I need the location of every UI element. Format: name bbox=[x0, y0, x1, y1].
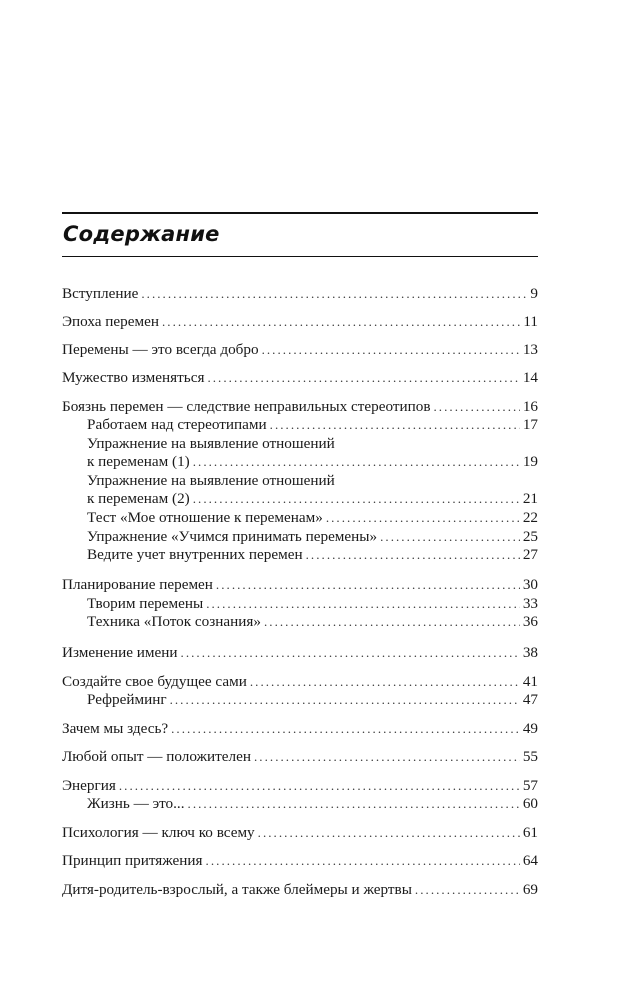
leader-dots bbox=[434, 398, 520, 416]
toc-entry[interactable] bbox=[62, 777, 538, 795]
leader-dots bbox=[171, 720, 520, 738]
toc-entry-title: к переменам (1) bbox=[87, 453, 190, 470]
leader-dots bbox=[193, 453, 520, 471]
toc-entry-page: 9 bbox=[530, 285, 538, 302]
toc-subentry[interactable] bbox=[87, 490, 538, 508]
leader-dots bbox=[262, 341, 520, 359]
table-of-contents bbox=[62, 0, 538, 1000]
leader-dots bbox=[250, 673, 520, 691]
leader-dots bbox=[181, 644, 520, 662]
toc-entry-page: 38 bbox=[522, 644, 538, 661]
toc-entry-title: Рефрейминг bbox=[87, 691, 167, 708]
toc-entry-page: 55 bbox=[522, 748, 538, 765]
toc-entry[interactable] bbox=[62, 824, 538, 842]
toc-entry-title: Боязнь перемен — следствие неправильных стереотипов bbox=[62, 398, 431, 415]
toc-entry[interactable] bbox=[62, 341, 538, 359]
toc-entry[interactable] bbox=[62, 285, 538, 303]
toc-subentry[interactable] bbox=[87, 595, 538, 613]
toc-entry-page: 61 bbox=[522, 824, 538, 841]
toc-entry-title: Дитя-родитель-взрослый, а также блеймеры и жертвы bbox=[62, 881, 412, 898]
leader-dots bbox=[119, 777, 520, 795]
toc-entry[interactable] bbox=[62, 369, 538, 387]
toc-entry-title: Зачем мы здесь? bbox=[62, 720, 169, 737]
toc-entry-title: Творим перемены bbox=[87, 595, 204, 612]
toc-entry-title: Создайте свое будущее сами bbox=[62, 673, 247, 690]
toc-entry-page: 16 bbox=[522, 398, 538, 415]
toc-entry-title: Любой опыт — положителен bbox=[62, 748, 251, 765]
toc-entry-title: Ведите учет внутренних перемен bbox=[87, 546, 303, 563]
toc-entry-page: 19 bbox=[522, 453, 538, 470]
toc-entry-page: 49 bbox=[522, 720, 538, 737]
toc-subentry[interactable] bbox=[87, 795, 538, 813]
toc-subentry-line1[interactable]: Упражнение на выявление отношений bbox=[87, 435, 335, 452]
toc-entry-title: Техника «Поток сознания» bbox=[87, 613, 261, 630]
leader-dots bbox=[206, 595, 520, 613]
toc-entry[interactable] bbox=[62, 644, 538, 662]
leader-dots bbox=[306, 546, 520, 564]
toc-entry-page: 33 bbox=[522, 595, 538, 612]
toc-entry-page: 57 bbox=[522, 777, 538, 794]
leader-dots bbox=[264, 613, 520, 631]
toc-subentry[interactable] bbox=[87, 509, 538, 527]
leader-dots bbox=[188, 795, 520, 813]
toc-entry-page: 36 bbox=[522, 613, 538, 630]
toc-entry-page: 64 bbox=[522, 852, 538, 869]
toc-entry-page: 47 bbox=[522, 691, 538, 708]
leader-dots bbox=[170, 691, 520, 709]
toc-subentry[interactable] bbox=[87, 691, 538, 709]
leader-dots bbox=[207, 369, 519, 387]
toc-entry-page: 69 bbox=[522, 881, 538, 898]
toc-entry[interactable] bbox=[62, 313, 538, 331]
toc-subentry[interactable] bbox=[87, 546, 538, 564]
toc-entry-page: 25 bbox=[522, 528, 538, 545]
leader-dots bbox=[162, 313, 520, 331]
toc-entry[interactable] bbox=[62, 881, 538, 899]
toc-entry-page: 60 bbox=[522, 795, 538, 812]
leader-dots bbox=[216, 576, 520, 594]
toc-entry-title: Упражнение «Учимся принимать перемены» bbox=[87, 528, 378, 545]
toc-entry[interactable] bbox=[62, 852, 538, 870]
toc-entry-page: 17 bbox=[522, 416, 538, 433]
toc-entry-title: Жизнь — это... bbox=[87, 795, 185, 812]
toc-entry[interactable] bbox=[62, 748, 538, 766]
toc-entry-title: Принцип притяжения bbox=[62, 852, 203, 869]
page-title: Содержание bbox=[63, 222, 220, 246]
toc-entry-title: Эпоха перемен bbox=[62, 313, 159, 330]
toc-entry-page: 21 bbox=[522, 490, 538, 507]
toc-entry-page: 14 bbox=[522, 369, 538, 386]
toc-subentry[interactable] bbox=[87, 613, 538, 631]
toc-entry-page: 27 bbox=[522, 546, 538, 563]
leader-dots bbox=[141, 285, 527, 303]
leader-dots bbox=[206, 852, 520, 870]
toc-subentry-line1[interactable]: Упражнение на выявление отношений bbox=[87, 472, 335, 489]
toc-subentry[interactable] bbox=[87, 528, 538, 546]
leader-dots bbox=[193, 490, 520, 508]
toc-entry[interactable] bbox=[62, 720, 538, 738]
toc-entry-title: к переменам (2) bbox=[87, 490, 190, 507]
toc-entry-title: Тест «Мое отношение к переменам» bbox=[87, 509, 323, 526]
toc-entry-page: 13 bbox=[522, 341, 538, 358]
toc-entry-page: 30 bbox=[522, 576, 538, 593]
toc-entry[interactable] bbox=[62, 673, 538, 691]
leader-dots bbox=[254, 748, 520, 766]
leader-dots bbox=[415, 881, 520, 899]
toc-subentry[interactable] bbox=[87, 416, 538, 434]
toc-entry-title: Изменение имени bbox=[62, 644, 178, 661]
leader-dots bbox=[270, 416, 520, 434]
toc-entry-title: Планирование перемен bbox=[62, 576, 213, 593]
toc-entry-page: 22 bbox=[522, 509, 538, 526]
toc-entry[interactable] bbox=[62, 576, 538, 594]
toc-entry-page: 11 bbox=[523, 313, 538, 330]
leader-dots bbox=[380, 528, 520, 546]
toc-entry-title: Энергия bbox=[62, 777, 116, 794]
toc-entry-title: Перемены — это всегда добро bbox=[62, 341, 259, 358]
toc-entry-page: 41 bbox=[522, 673, 538, 690]
leader-dots bbox=[326, 509, 520, 527]
leader-dots bbox=[258, 824, 520, 842]
toc-entry-title: Вступление bbox=[62, 285, 139, 302]
toc-entry-title: Мужество изменяться bbox=[62, 369, 205, 386]
toc-subentry[interactable] bbox=[87, 453, 538, 471]
toc-entry-title: Работаем над стереотипами bbox=[87, 416, 267, 433]
toc-entry[interactable] bbox=[62, 398, 538, 416]
toc-entry-title: Психология — ключ ко всему bbox=[62, 824, 255, 841]
